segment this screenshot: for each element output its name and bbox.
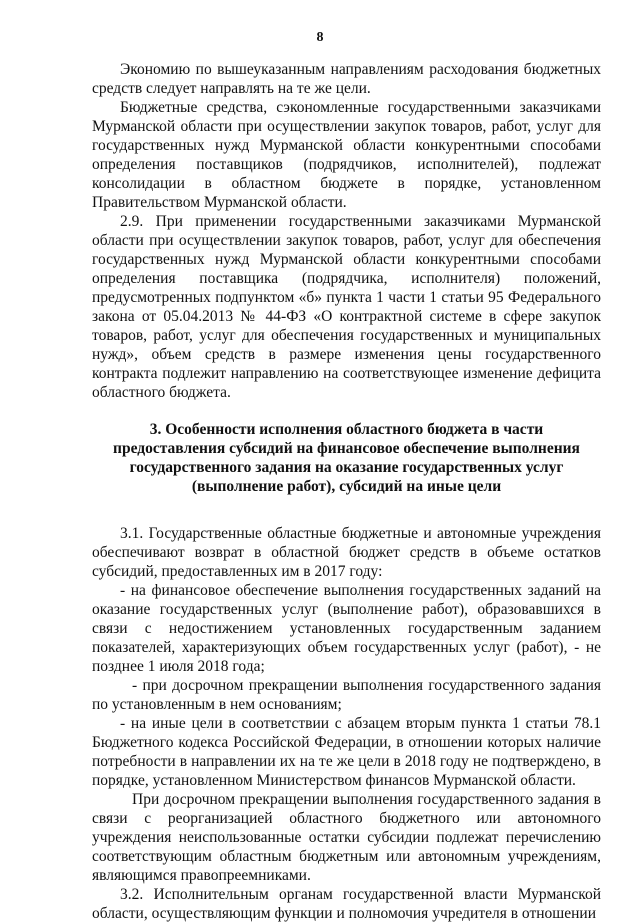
section-heading: 3. Особенности исполнения областного бюджета в части предоставления субсидий на финансовое обеспечение выполнения государственного задания на оказание государственных услуг (выполнение работ), субсидий на иные цели (113, 421, 580, 495)
list-item: - на иные цели в соответствии с абзацем вторым пункта 1 статьи 78.1 Бюджетного кодекса Российской Федерации, в отношении которых наличие потребности в направлении их на те же цели в 2018 году не подтверждено, в порядке, установленном Министерством финансов Мурманской области. (92, 715, 601, 789)
list-item: - при досрочном прекращении выполнения государственного задания по установленным в нем основаниям; (92, 677, 601, 713)
paragraph: 3.1. Государственные областные бюджетные и автономные учреждения обеспечивают возврат в областной бюджет средств в объеме остатков субсидий, предоставленных им в 2017 году: (92, 525, 601, 580)
paragraph: Экономию по вышеуказанным направлениям расходования бюджетных средств следует направлять на те же цели. (92, 61, 601, 97)
paragraph: Бюджетные средства, сэкономленные государственными заказчиками Мурманской области при осуществлении закупок товаров, работ, услуг для государственных нужд Мурманской области конкурентными способами определения поставщиков (подрядчиков, исполнителей), подлежат консолидации в областном бюджете в порядке, установленном Правительством Мурманской области. (92, 99, 601, 211)
paragraph: 2.9. При применении государственными заказчиками Мурманской области при осуществлении закупок товаров, работ, услуг для обеспечения государственных нужд Мурманской области конкурентными способами определения поставщика (подрядчика, исполнителя) положений, предусмотренных подпунктом «б» пункта 1 части 1 статьи 95 Федерального закона от 05.04.2013 № 44-ФЗ «О контрактной системе в сфере закупок товаров, работ, услуг для обеспечения государственных и муниципальных нужд», объем средств в размере изменения цены государственного контракта подлежит направлению на соответствующее изменение дефицита областного бюджета. (92, 213, 601, 401)
list-item: - на финансовое обеспечение выполнения государственных заданий на оказание государственных услуг (выполнение работ), образовавшихся в связи с недостижением установленных государственным заданием показателей, характеризующих объем государственных услуг (работ), - не позднее 1 июля 2018 года; (92, 582, 601, 675)
paragraph: 3.2. Исполнительным органам государственной власти Мурманской области, осуществляющим функции и полномочия учредителя в отношении (92, 886, 601, 922)
paragraph: При досрочном прекращении выполнения государственного задания в связи с реорганизацией областного бюджетного или автономного учреждения неиспользованные остатки субсидии подлежат перечислению соответствующим областным бюджетным или автономным учреждениям, являющимся правопреемниками. (92, 791, 601, 884)
document-body (92, 60, 601, 923)
page-number: 8 (316, 30, 324, 45)
